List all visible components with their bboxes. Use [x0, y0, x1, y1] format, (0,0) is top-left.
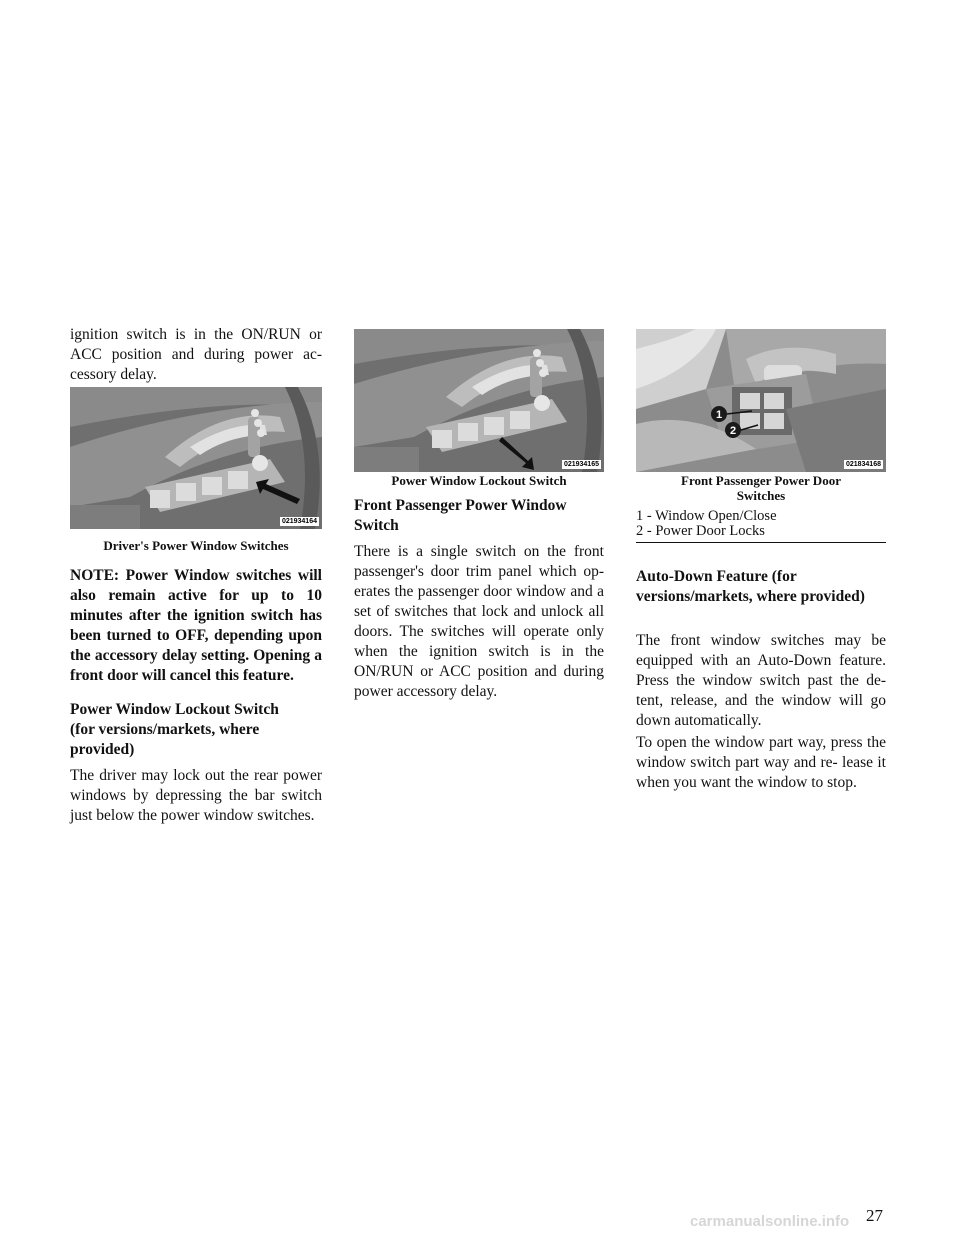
figure-caption: Front Passenger Power Door Switches: [681, 473, 841, 503]
lockout-switch-figure: [354, 329, 604, 472]
autodown-paragraph-2: To open the window part way, press the window switch part way and re- lease it when you want the window to stop.: [636, 734, 886, 791]
callout-1: 1: [715, 409, 723, 421]
figure-id: 021934165: [563, 461, 599, 468]
autodown-heading: Auto-Down Feature (for versions/markets, where provided): [636, 568, 865, 605]
callout-2: 2: [729, 425, 737, 437]
figure-caption: Power Window Lockout Switch: [391, 473, 567, 488]
figure-id: 021834168: [845, 461, 881, 468]
passenger-heading: Front Passenger Power Window Switch: [354, 497, 567, 534]
legend-item: 2 - Power Door Locks: [636, 523, 765, 539]
page-number: 27: [866, 1206, 883, 1225]
watermark: carmanualsonline.info: [690, 1213, 850, 1230]
passenger-paragraph: There is a single switch on the front passenger's door trim panel which op- erates the passenger door window and a set of switches that lock and unlock all doors. The switches will operate only when the ignition switch is in the ON/RUN or ACC position and during power accessory delay.: [354, 543, 604, 700]
lockout-paragraph: The driver may lock out the rear power windows by depressing the bar switch just below the power window switches.: [70, 767, 322, 824]
passenger-door-switches-figure: [636, 329, 886, 472]
door-panel-illustration: [70, 387, 322, 529]
figure-caption: Driver's Power Window Switches: [103, 538, 289, 553]
intro-paragraph: ignition switch is in the ON/RUN or ACC position and during power ac- cessory delay.: [70, 326, 322, 383]
lockout-switch-illustration: [354, 329, 604, 472]
drivers-window-switches-figure: [70, 387, 322, 529]
passenger-switch-illustration: [636, 329, 886, 472]
figure-id: 021934164: [281, 518, 317, 525]
note-paragraph: NOTE: Power Window switches will also remain active for up to 10 minutes after the ignition switch has been turned to OFF, depending upon the accessory delay setting. Opening a front door will cancel this feature.: [70, 567, 322, 684]
lockout-heading: Power Window Lockout Switch (for versions/markets, where provided): [70, 701, 279, 758]
legend-item: 1 - Window Open/Close: [636, 508, 777, 524]
legend-rule: [636, 542, 886, 543]
autodown-paragraph-1: The front window switches may be equipped with an Auto-Down feature. Press the window switch past the de- tent, release, and the window will go down automatically.: [636, 632, 886, 729]
